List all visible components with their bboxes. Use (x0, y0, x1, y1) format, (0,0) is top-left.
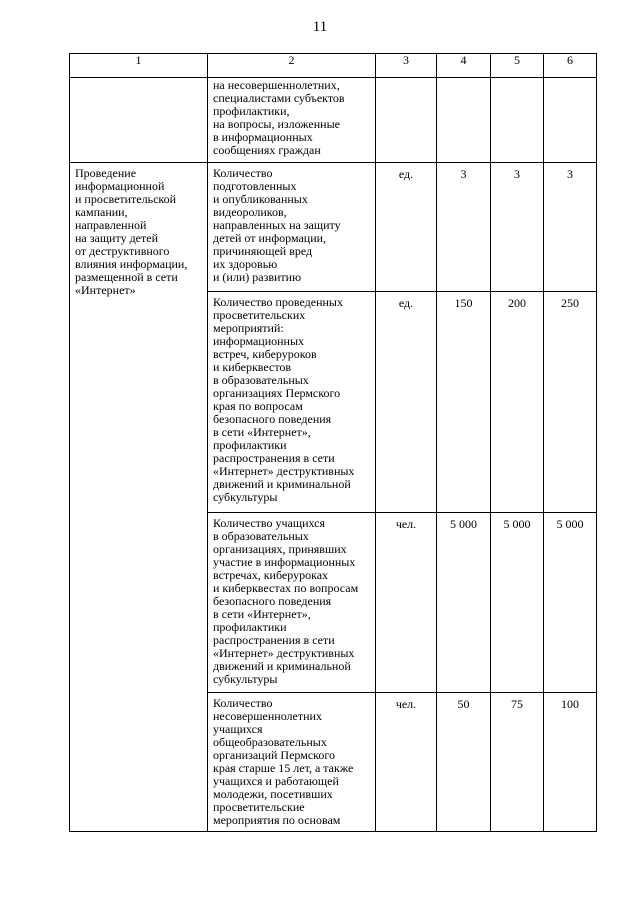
indicator-cell (208, 693, 376, 832)
value-cell (544, 163, 597, 292)
value-text: 200 (508, 296, 526, 310)
value-text: 3 (460, 167, 467, 181)
unit-cell (376, 163, 437, 292)
value-text: 5 000 (450, 517, 477, 531)
value-cell (437, 693, 491, 832)
value-cell (544, 292, 597, 513)
column-number: 3 (376, 54, 437, 78)
unit-text: чел. (395, 517, 417, 531)
indicator-cell (208, 163, 376, 292)
value-text: 3 (514, 167, 520, 181)
value-text: 5 000 (503, 517, 531, 531)
value-text: 75 (511, 697, 523, 711)
column-number: 1 (70, 54, 208, 78)
indicator-cell (208, 78, 376, 163)
column-number: 6 (544, 54, 597, 78)
value-cell (437, 78, 491, 163)
value-cell (544, 78, 597, 163)
value-cell (544, 513, 597, 693)
indicator-text: Количество проведенных просветительских мероприятий: информационных встреч, киберуроков и киберквестов в образовательных организациях Пермского края по вопросам безопасного поведения в сети «Интернет», профилактики распространения в сети «Интернет» деструктивных движений и криминальной субкультуры (213, 295, 355, 504)
value-cell (491, 292, 544, 513)
unit-text: ед. (398, 167, 414, 181)
activity-cell-empty (70, 78, 208, 163)
indicator-text: Количество учащихся в образовательных организациях, принявших участие в информационных встречах, киберуроках и киберквестах по вопросам безопасного поведения в сети «Интернет», профилактики распространения в сети «Интернет» деструктивных движений и криминальной субкультуры (213, 516, 359, 686)
activity-cell (70, 163, 208, 832)
value-cell (491, 163, 544, 292)
unit-text: чел. (395, 697, 417, 711)
value-text: 3 (567, 167, 573, 181)
column-number: 4 (437, 54, 491, 78)
value-cell (437, 513, 491, 693)
value-cell (491, 513, 544, 693)
indicator-text: Количество несовершеннолетних учащихся общеобразовательных организаций Пермского края старше 15 лет, а также учащихся и работающей молодежи, посетивших просветительские мероприятия по основам (213, 696, 354, 827)
activity-text: Проведение информационной и просветительской кампании, направленной на защиту детей от деструктивного влияния информации, размещенной в сети «Интернет» (75, 166, 188, 297)
indicator-text: на несовершеннолетних, специалистами субъектов профилактики, на вопросы, изложенные в информационных сообщениях граждан (213, 78, 345, 157)
value-text: 100 (561, 697, 579, 711)
indicator-text: Количество подготовленных и опубликованных видеороликов, направленных на защиту детей от информации, причиняющей вред их здоровью и (или) развитию (213, 166, 341, 284)
unit-cell (376, 78, 437, 163)
column-number: 2 (208, 54, 376, 78)
value-cell (437, 292, 491, 513)
unit-cell (376, 693, 437, 832)
value-cell (437, 163, 491, 292)
page-number: 11 (312, 19, 328, 35)
unit-cell (376, 513, 437, 693)
value-cell (491, 78, 544, 163)
value-cell (491, 693, 544, 832)
table-row (70, 78, 597, 163)
value-text: 50 (457, 697, 470, 711)
unit-text: ед. (398, 296, 414, 310)
indicator-cell (208, 292, 376, 513)
indicators-table (69, 53, 597, 832)
value-text: 150 (454, 296, 473, 310)
table-row (70, 163, 597, 292)
value-text: 5 000 (556, 517, 584, 531)
value-cell (544, 693, 597, 832)
column-number: 5 (491, 54, 544, 78)
indicator-cell (208, 513, 376, 693)
unit-cell (376, 292, 437, 513)
value-text: 250 (561, 296, 579, 310)
column-number-row (70, 54, 597, 78)
